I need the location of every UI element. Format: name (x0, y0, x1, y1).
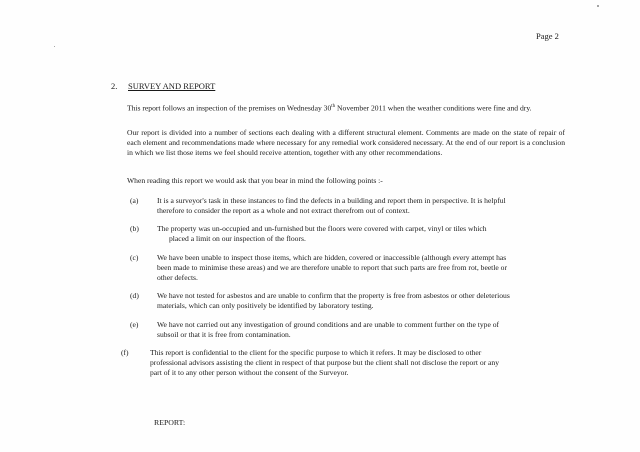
page-number: Page 2 (536, 31, 559, 41)
point-a-line-1: It is a surveyor's task in these instances to find the defects in a building and report them in perspective. It is helpful (157, 196, 506, 205)
point-a-letter: (a) (130, 196, 139, 205)
scan-speck (54, 46, 55, 47)
point-e-line-1: We have not carried out any investigation of ground conditions and are unable to comment further on the type of (157, 320, 500, 329)
point-c-line-1: We have been unable to inspect those items, which are hidden, covered or inaccessible (although every attempt has (157, 253, 507, 262)
point-b-line-2: placed a limit on our inspection of the floors. (169, 234, 306, 243)
point-b-line-1: The property was un-occupied and un-furnished but the floors were covered with carpet, vinyl or tiles which (157, 224, 487, 233)
structure-paragraph: Our report is divided into a number of sections each dealing with a different structural element. Comments are made on the state of repair of each element and recommendations made where necessary for any remedial work considered necessary. At the end of our report is a conclusion in which we list those items we feel should receive attention, together with any other recommendations. (127, 128, 565, 157)
scan-speck (597, 5, 599, 7)
intro-text-end: November 2011 when the weather conditions were fine and dry. (335, 103, 532, 113)
points-intro-paragraph: When reading this report we would ask that you bear in mind the following points :- (127, 176, 383, 185)
point-c-letter: (c) (130, 253, 139, 262)
point-e-letter: (e) (130, 320, 139, 329)
point-d-line-1: We have not tested for asbestos and are unable to confirm that the property is free from asbestos or other deleterious (157, 291, 510, 300)
intro-text-start: This report follows an inspection of the premises on Wednesday 30 (127, 103, 332, 113)
point-c-line-3: other defects. (157, 273, 198, 282)
point-f-line-3: part of it to any other person without the consent of the Surveyor. (150, 368, 349, 377)
section-heading (111, 81, 215, 91)
point-f-line-2: professional advisors assisting the client in respect of that purpose but the client shall not disclose the report or any (150, 358, 500, 367)
point-d-letter: (d) (130, 291, 139, 300)
section-title: SURVEY AND REPORT (128, 81, 216, 91)
point-f-letter: (f) (121, 348, 129, 357)
date-suffix: th (331, 104, 336, 109)
point-d-line-2: materials, which can only positively be identified by laboratory testing. (157, 301, 374, 310)
point-b-letter: (b) (130, 224, 139, 233)
point-e-line-2: subsoil or that it is free from contamination. (157, 330, 291, 339)
report-label: REPORT: (154, 418, 186, 427)
point-a-line-2: therefore to consider the report as a whole and not extract therefrom out of context. (157, 206, 410, 215)
point-c-line-2: been made to minimise these areas) and we are therefore unable to report that such parts are free from rot, beetle or (157, 263, 507, 272)
intro-paragraph (127, 102, 565, 113)
section-number: 2. (111, 81, 118, 91)
point-f-line-1: This report is confidential to the client for the specific purpose to which it refers. It may be disclosed to other (150, 348, 482, 357)
